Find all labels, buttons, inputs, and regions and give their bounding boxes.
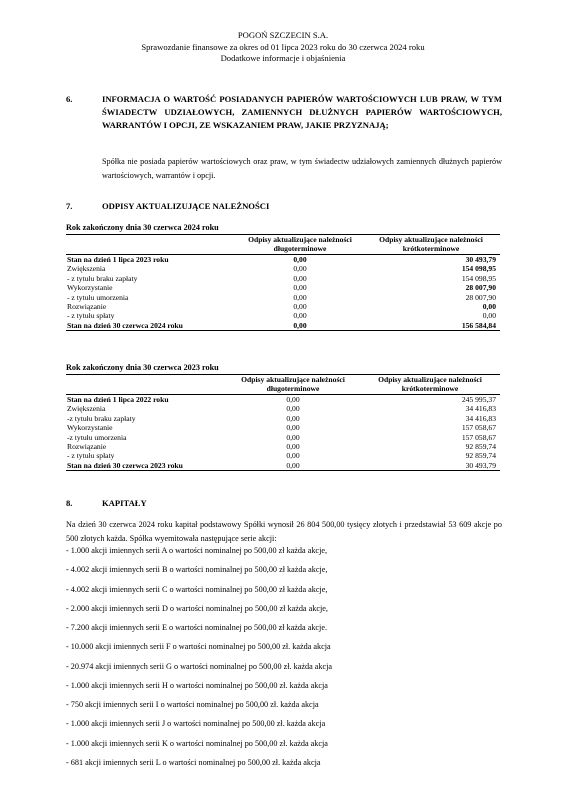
long-term-value: 0,00 <box>293 283 307 293</box>
list-item: - 2.000 akcji imiennych serii D o wartości nominalnej po 500,00 zł każda akcje, <box>66 603 328 613</box>
short-term-value: 0,00 <box>482 302 496 312</box>
table-2023 <box>66 374 500 471</box>
report-subtitle: Dodatkowe informacje i objaśnienia <box>220 53 346 63</box>
row-label: - z tytułu braku zapłaty <box>67 273 138 283</box>
short-term-value: 245 995,37 <box>461 395 496 404</box>
short-term-value: 0,00 <box>482 311 496 321</box>
row-label: Rozwiązanie <box>67 442 107 452</box>
section-8-text: Na dzień 30 czerwca 2024 roku kapitał podstawowy Spółki wynosił 26 804 500,00 tysięcy złotych i przedstawiał 53 609 akcje po 500 złotych każda. Spółka wyemitowała następujące serie akcji: <box>66 520 502 543</box>
short-term-value: 154 098,95 <box>461 273 496 283</box>
short-term-value: 156 584,84 <box>461 320 496 330</box>
short-term-value: 34 416,83 <box>465 404 496 414</box>
short-term-value: 28 007,90 <box>465 283 496 293</box>
list-item: - 681 akcji imiennych serii L o wartości nominalnej po 500,00 zł. każda akcja <box>66 757 321 767</box>
table-row <box>66 302 500 311</box>
short-term-value: 92 859,74 <box>465 442 496 452</box>
section-8-title: KAPITAŁY <box>102 498 147 508</box>
list-item: - 1.000 akcji imiennych serii H o wartości nominalnej po 500,00 zł. każda akcja <box>66 680 328 690</box>
company-name: POGOŃ SZCZECIN S.A. <box>237 30 329 40</box>
page-header <box>0 30 566 65</box>
list-item: - 20.974 akcji imiennych serii G o wartości nominalnej po 500,00 zł. każda akcja <box>66 661 333 671</box>
share-series-list <box>66 545 332 776</box>
table-row <box>66 293 500 302</box>
list-item: - 4.002 akcji imiennych serii C o wartości nominalnej po 500,00 zł każda akcje, <box>66 584 328 594</box>
table-row <box>66 423 500 432</box>
long-term-value: 0,00 <box>293 292 307 302</box>
table-row <box>66 274 500 283</box>
long-term-value: 0,00 <box>286 442 300 452</box>
table-header-row <box>66 375 500 395</box>
list-item: - 10.000 akcji imiennych serii F o wartości nominalnej po 500,00 zł. każda akcja <box>66 642 331 652</box>
table-row <box>66 321 500 331</box>
report-title: Sprawozdanie finansowe za okres od 01 lipca 2023 roku do 30 czerwca 2024 roku <box>141 41 425 52</box>
long-term-value: 0,00 <box>286 413 300 423</box>
col-long-header: Odpisy aktualizujące należności długoterminowe <box>241 375 345 393</box>
list-item: - 1.000 akcji imiennych serii K o wartości nominalnej po 500,00 zł. każda akcja <box>66 738 328 748</box>
table-row <box>66 255 500 265</box>
short-term-value: 30 493,79 <box>465 255 496 264</box>
section-7-number: 7. <box>66 201 73 211</box>
short-term-value: 154 098,95 <box>461 264 496 274</box>
long-term-value: 0,00 <box>293 255 307 264</box>
row-label: Rozwiązanie <box>67 302 107 312</box>
short-term-value: 30 493,79 <box>465 460 496 470</box>
row-label: Stan na dzień 1 lipca 2022 roku <box>67 395 169 404</box>
table-row <box>66 264 500 273</box>
long-term-value: 0,00 <box>293 273 307 283</box>
section-7-heading <box>66 200 269 212</box>
row-label: Stan na dzień 30 czerwca 2024 roku <box>67 320 183 330</box>
table-row <box>66 451 500 460</box>
list-item: - 4.002 akcji imiennych serii B o wartości nominalnej po 500,00 zł każda akcje, <box>66 565 328 575</box>
row-label: Zwiększenia <box>67 404 106 414</box>
table-row <box>66 395 500 405</box>
list-item: - 1.000 akcji imiennych serii J o wartości nominalnej po 500,00 zł. każda akcja <box>66 719 326 729</box>
table-2023-caption: Rok zakończony dnia 30 czerwca 2023 roku <box>66 363 219 372</box>
row-label: - z tytułu spłaty <box>67 451 115 461</box>
list-item: - 7.200 akcji imiennych serii E o wartości nominalnej po 500,00 zł każda akcje. <box>66 623 328 632</box>
row-label: -z tytułu umorzenia <box>67 432 127 442</box>
long-term-value: 0,00 <box>286 395 300 404</box>
table-row <box>66 283 500 292</box>
section-6-number: 6. <box>66 94 73 104</box>
long-term-value: 0,00 <box>293 311 307 321</box>
col-short-header: Odpisy aktualizujące należności krótkoterminowe <box>379 235 483 253</box>
long-term-value: 0,00 <box>286 451 300 461</box>
table-2024-caption: Rok zakończony dnia 30 czerwca 2024 roku <box>66 223 219 232</box>
short-term-value: 28 007,90 <box>465 292 496 302</box>
section-8-heading <box>66 497 147 509</box>
row-label: - z tytułu umorzenia <box>67 292 129 302</box>
col-short-header: Odpisy aktualizujące należności krótkoterminowe <box>378 375 482 393</box>
table-header-row <box>66 235 500 255</box>
short-term-value: 92 859,74 <box>465 451 496 461</box>
long-term-value: 0,00 <box>293 264 307 274</box>
section-7-title: ODPISY AKTUALIZUJĄCE NALEŻNOŚCI <box>102 201 270 211</box>
long-term-value: 0,00 <box>286 460 300 470</box>
short-term-value: 157 058,67 <box>461 423 496 433</box>
row-label: Zwiększenia <box>67 264 106 274</box>
row-label: -z tytułu braku zapłaty <box>67 413 136 423</box>
list-item: - 1.000 akcji imiennych serii A o wartości nominalnej po 500,00 zł każda akcje, <box>66 546 328 555</box>
table-row <box>66 311 500 320</box>
table-2024 <box>66 234 500 331</box>
table-row <box>66 414 500 423</box>
long-term-value: 0,00 <box>286 404 300 414</box>
section-6-title: INFORMACJA O WARTOŚĆ POSIADANYCH PAPIERÓW WARTOŚCIOWYCH LUB PRAW, W TYM ŚWIADECTW UDZIAŁOWYCH, ZAMIENNYCH DŁUŻNYCH PAPIERÓW WARTOŚCIOWYCH, WARRANTÓW I OPCJI, ZE WSKAZANIEM PRAW, JAKIE PRZYZNAJĄ; <box>102 94 502 131</box>
long-term-value: 0,00 <box>293 302 307 312</box>
long-term-value: 0,00 <box>293 320 307 330</box>
row-label: Wykorzystanie <box>67 283 113 293</box>
short-term-value: 157 058,67 <box>461 432 496 442</box>
short-term-value: 34 416,83 <box>465 413 496 423</box>
row-label: Wykorzystanie <box>67 423 113 433</box>
long-term-value: 0,00 <box>286 423 300 433</box>
section-8-number: 8. <box>66 498 73 508</box>
row-label: - z tytułu spłaty <box>67 311 115 321</box>
section-6-text: Spółka nie posiada papierów wartościowych oraz praw, w tym świadectw udziałowych zamiennych dłużnych papierów wartościowych, warrantów i opcji. <box>102 157 502 180</box>
col-long-header: Odpisy aktualizujące należności długoterminowe <box>248 235 352 253</box>
list-item: - 750 akcji imiennych serii I o wartości nominalnej po 500,00 zł. każda akcja <box>66 700 319 709</box>
table-row <box>66 404 500 413</box>
long-term-value: 0,00 <box>286 432 300 442</box>
table-row <box>66 461 500 471</box>
row-label: Stan na dzień 30 czerwca 2023 roku <box>67 460 183 470</box>
row-label: Stan na dzień 1 lipca 2023 roku <box>67 255 169 264</box>
table-row <box>66 442 500 451</box>
table-row <box>66 433 500 442</box>
